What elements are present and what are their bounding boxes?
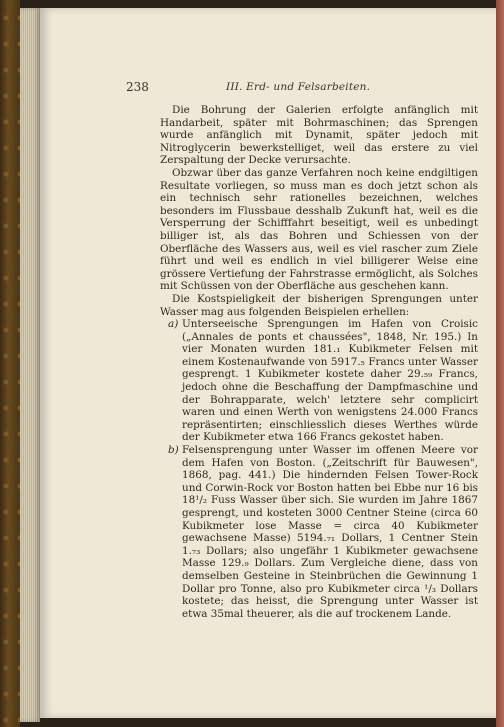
running-head: III. Erd- und Felsarbeiten. <box>226 81 371 93</box>
paragraph: Die Kostspieligkeit der bisherigen Sprengungen unter Wasser mag aus folgenden Beispielen erhellen: <box>160 292 478 318</box>
book-cover-edge <box>496 0 504 727</box>
item-text: Unterseeische Sprengungen im Hafen von Croisic („Annales de ponts et chaussées", 1848, Nr. 195.) In vier Monaten wurden 181.₁ Kubikmeter Felsen mit einem Kostenaufwande von 5917.₅ Francs unter Wasser gesprengt. 1 Kubikmeter kostete daher 29.₅₉ Francs, jedoch ohne die Beschaffung der Dampfmaschine und der Bohrapparate, welch' letztere sehr complicirt waren und einen Werth von wenigstens 24.000 Francs repräsentirten; einschliesslich dieses Werthes würde der Kubikmeter etwa 166 Francs gekostet haben. <box>182 318 478 444</box>
item-text: Felsensprengung unter Wasser im offenen Meere vor dem Hafen von Boston. („Zeitschrift für Bauwesen", 1868, pag. 441.) Die hindernden Felsen Tower-Rock und Corwin-Rock vor Boston hatten bei Ebbe nur 16 bis 18¹/₂ Fuss Wasser über sich. Sie wurden im Jahre 1867 gesprengt, und kosteten 3000 Centner Steine (circa 60 Kubikmeter lose Masse = circa 40 Kubikmeter gewachsene Masse) 5194.₇₁ Dollars, 1 Centner Stein 1.₇₃ Dollars; also ungefähr 1 Kubikmeter gewachsene Masse 129.₉ Dollars. Zum Vergleiche diene, dass von demselben Gesteine in Steinbrüchen die Gewinnung 1 Dollar pro Tonne, also pro Kubikmeter circa ¹/₃ Dollars kostete; das heisst, die Sprengung unter Wasser ist etwa 35mal theuerer, als die auf trockenem Lande. <box>182 444 478 620</box>
paragraph: Obzwar über das ganze Verfahren noch keine endgiltigen Resultate vorliegen, so muss man es doch jetzt schon als ein technisch sehr rationelles bezeichnen, welches besonders im Flussbaue desshalb Zukunft hat, weil es die Versperrung der Schifffahrt beseitigt, weil es unbedingt billiger ist, als das Bohren und Schiessen von der Oberfläche des Wassers aus, weil es viel rascher zum Ziele führt und weil es endlich in viel billigerer Weise eine grössere Vertiefung der Fahrstrasse ermöglicht, als Solches mit Schüssen von der Oberfläche aus geschehen kann. <box>160 166 478 293</box>
book-binding <box>0 0 20 727</box>
item-marker: a) <box>168 318 179 331</box>
paragraph: Die Bohrung der Galerien erfolgte anfänglich mit Handarbeit, später mit Bohrmaschinen; das Sprengen wurde anfänglich mit Dynamit, später jedoch mit Nitroglycerin bewerkstelliget, weil das erstere zu viel Zerspaltung der Decke verursachte. <box>160 104 478 167</box>
item-marker: b) <box>168 444 179 457</box>
page-edges <box>20 8 40 722</box>
list-item <box>160 444 478 620</box>
page-number: 238 <box>126 80 149 94</box>
list-item <box>160 318 478 444</box>
body-text <box>160 104 478 620</box>
